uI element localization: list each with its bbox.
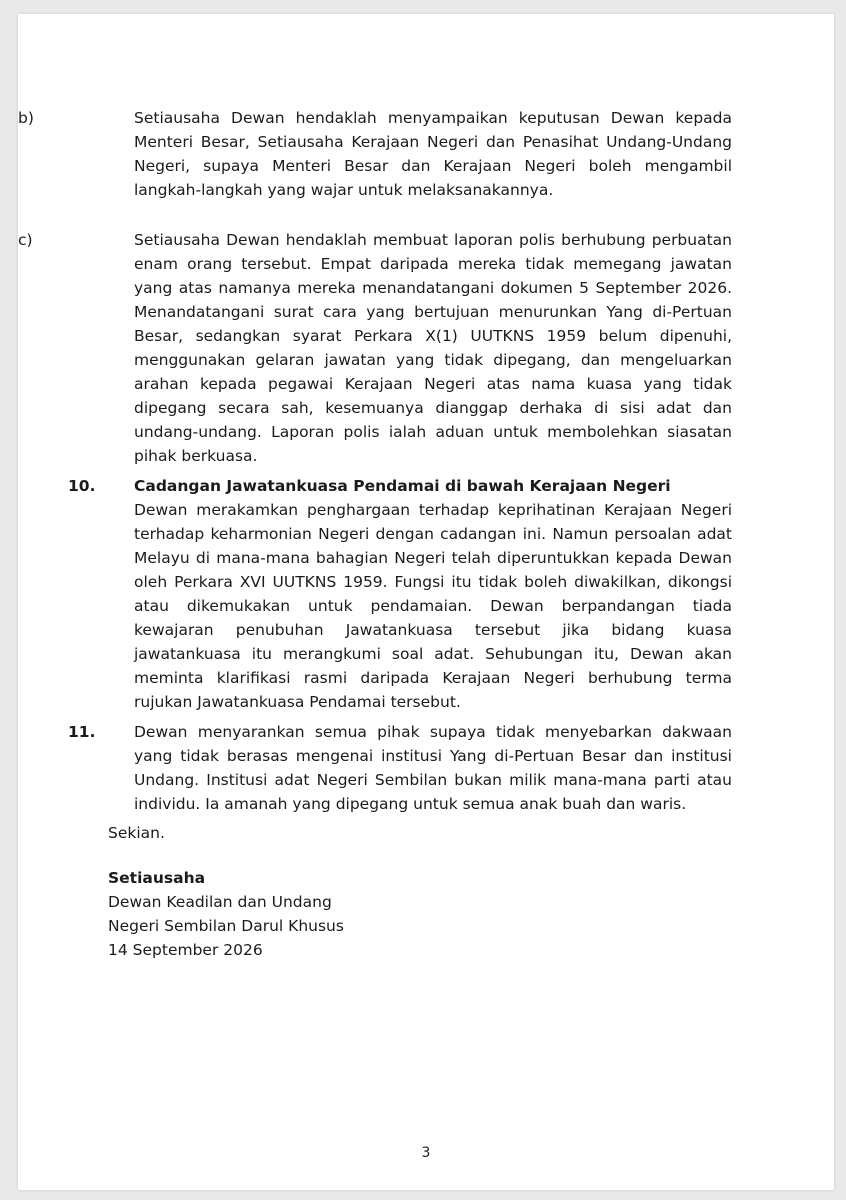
- section-10: [68, 474, 732, 714]
- page-number: 3: [421, 1145, 431, 1161]
- signature-line-2: Negeri Sembilan Darul Khusus: [108, 917, 344, 935]
- section-text: Dewan menyarankan semua pihak supaya tidak menyebarkan dakwaan yang tidak berasas mengenai institusi Yang di-Pertuan Besar dan institusi Undang. Institusi adat Negeri Sembilan bukan milik mana-mana parti atau individu. Ia amanah yang dipegang untuk semua anak buah dan waris.: [134, 723, 732, 813]
- closing-text: Sekian.: [108, 824, 165, 842]
- signature-title: Setiausaha: [108, 869, 206, 887]
- item-text: Setiausaha Dewan hendaklah membuat laporan polis berhubung perbuatan enam orang tersebut. Empat daripada mereka tidak memegang jawatan yang atas namanya mereka menandatangani dokumen 5 September 2026. Menandatangani surat cara yang bertujuan menurunkan Yang di-Pertuan Besar, sedangkan syarat Perkara X(1) UUTKNS 1959 belum dipenuhi, menggunakan gelaran jawatan yang tidak dipegang, dan mengeluarkan arahan kepada pegawai Kerajaan Negeri atas nama kuasa yang tidak dipegang secara sah, kesemuanya dianggap derhaka di sisi adat dan undang-undang. Laporan polis ialah aduan untuk membolehkan siasatan pihak berkuasa.: [134, 231, 732, 465]
- section-number: 11.: [68, 723, 96, 741]
- list-item-c: [18, 228, 732, 468]
- section-11: [68, 720, 732, 816]
- section-heading: Cadangan Jawatankuasa Pendamai di bawah Kerajaan Negeri: [134, 477, 671, 495]
- signature-block: [108, 866, 344, 962]
- document-page: [18, 14, 834, 1190]
- section-number: 10.: [68, 477, 96, 495]
- item-text: Setiausaha Dewan hendaklah menyampaikan keputusan Dewan kepada Menteri Besar, Setiausaha Kerajaan Negeri dan Penasihat Undang-Undang Negeri, supaya Menteri Besar dan Kerajaan Negeri boleh mengambil langkah-langkah yang wajar untuk melaksanakannya.: [134, 109, 732, 199]
- item-label: b): [18, 109, 34, 127]
- item-label: c): [18, 231, 33, 249]
- signature-line-1: Dewan Keadilan dan Undang: [108, 893, 332, 911]
- section-text: Dewan merakamkan penghargaan terhadap keprihatinan Kerajaan Negeri terhadap keharmonian Negeri dengan cadangan ini. Namun persoalan adat Melayu di mana-mana bahagian Negeri telah diperuntukkan kepada Dewan oleh Perkara XVI UUTKNS 1959. Fungsi itu tidak boleh diwakilkan, dikongsi atau dikemukakan untuk pendamaian. Dewan berpandangan tiada kewajaran penubuhan Jawatankuasa tersebut jika bidang kuasa jawatankuasa itu merangkumi soal adat. Sehubungan itu, Dewan akan meminta klarifikasi rasmi daripada Kerajaan Negeri berhubung terma rujukan Jawatankuasa Pendamai tersebut.: [134, 501, 732, 711]
- list-item-b: [18, 106, 732, 202]
- signature-date: 14 September 2026: [108, 941, 263, 959]
